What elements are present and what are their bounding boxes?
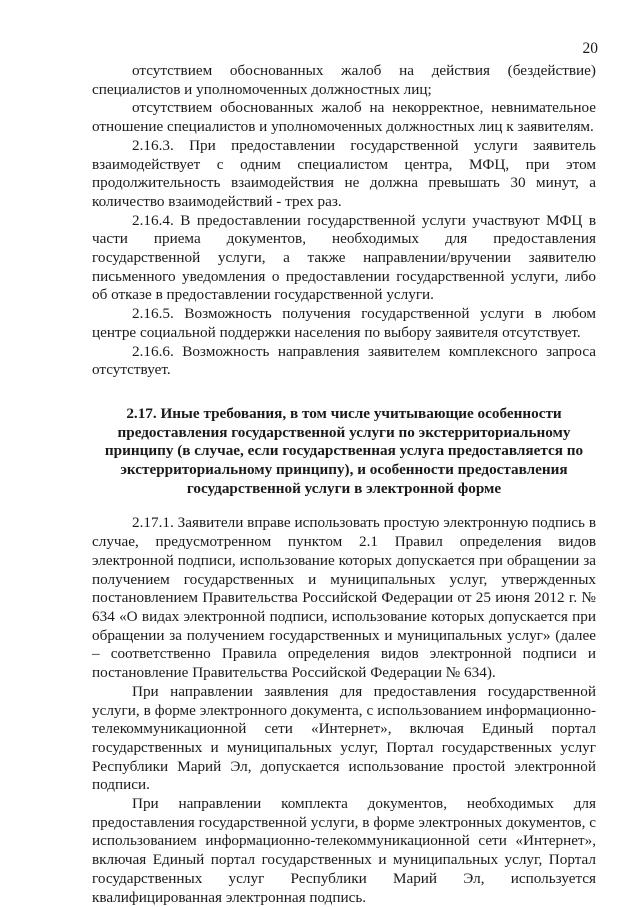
clause-2-16-4: 2.16.4. В предоставлении государственной услуги участвуют МФЦ в части приема документов, необходимых для предоставления государственной услуги, а также направлении/вручении заявителю письменного уведомления о предоставлении государственной услуги, либо об отказе в предоставлении государственной услуги.: [92, 211, 596, 304]
clause-2-16-6: 2.16.6. Возможность направления заявителем комплексного запроса отсутствует.: [92, 342, 596, 379]
page-number: 20: [582, 40, 598, 57]
paragraph: При направлении заявления для предоставления государственной услуги, в форме электронного документа, с использованием информационно-телекоммуникационной сети «Интернет», включая Единый портал государственных и муниципальных услуг, Портал государственных услуг Республики Марий Эл, допускается использование простой электронной подписи.: [92, 682, 596, 794]
paragraph: отсутствием обоснованных жалоб на некорректное, невнимательное отношение специалистов и уполномоченных должностных лиц к заявителям.: [92, 99, 596, 136]
document-body: [92, 62, 596, 907]
clause-2-16-5: 2.16.5. Возможность получения государственной услуги в любом центре социальной поддержки населения по выбору заявителя отсутствует.: [92, 305, 596, 341]
clause-2-17-1: 2.17.1. Заявители вправе использовать простую электронную подпись в случае, предусмотренном пунктом 2.1 Правил определения видов электронной подписи, использование которых допускается при обращении за получением государственных и муниципальных услуг, утвержденных постановлением Правительства Российской Федерации от 25 июня 2012 г. № 634 «О видах электронной подписи, использование которых допускается при обращении за получением государственных и муниципальных услуг» (далее – соответственно Правила определения видов электронной подписи и постановление Правительства Российской Федерации № 634).: [92, 514, 596, 682]
section-heading-2-17: 2.17. Иные требования, в том числе учитывающие особенности предоставления государственной услуги по экстерриториальному принципу (в случае, если государственная услуга предоставляется по экстерриториальному принципу), и особенности предоставления государственной услуги в электронной форме: [104, 404, 584, 497]
paragraph: При направлении комплекта документов, необходимых для предоставления государственной услуги, в форме электронных документов, с использованием информационно-телекоммуникационной сети «Интернет», включая Единый портал государственных и муниципальных услуг, Портал государственных услуг Республики Марий Эл, используется квалифицированная электронная подпись.: [92, 795, 596, 906]
paragraph: отсутствием обоснованных жалоб на действия (бездействие) специалистов и уполномоченных должностных лиц;: [92, 62, 596, 98]
clause-2-16-3: 2.16.3. При предоставлении государственной услуги заявитель взаимодействует с одним специалистом центра, МФЦ, при этом продолжительность взаимодействия не должна превышать 30 минут, а количество взаимодействий - трех раз.: [92, 136, 596, 210]
